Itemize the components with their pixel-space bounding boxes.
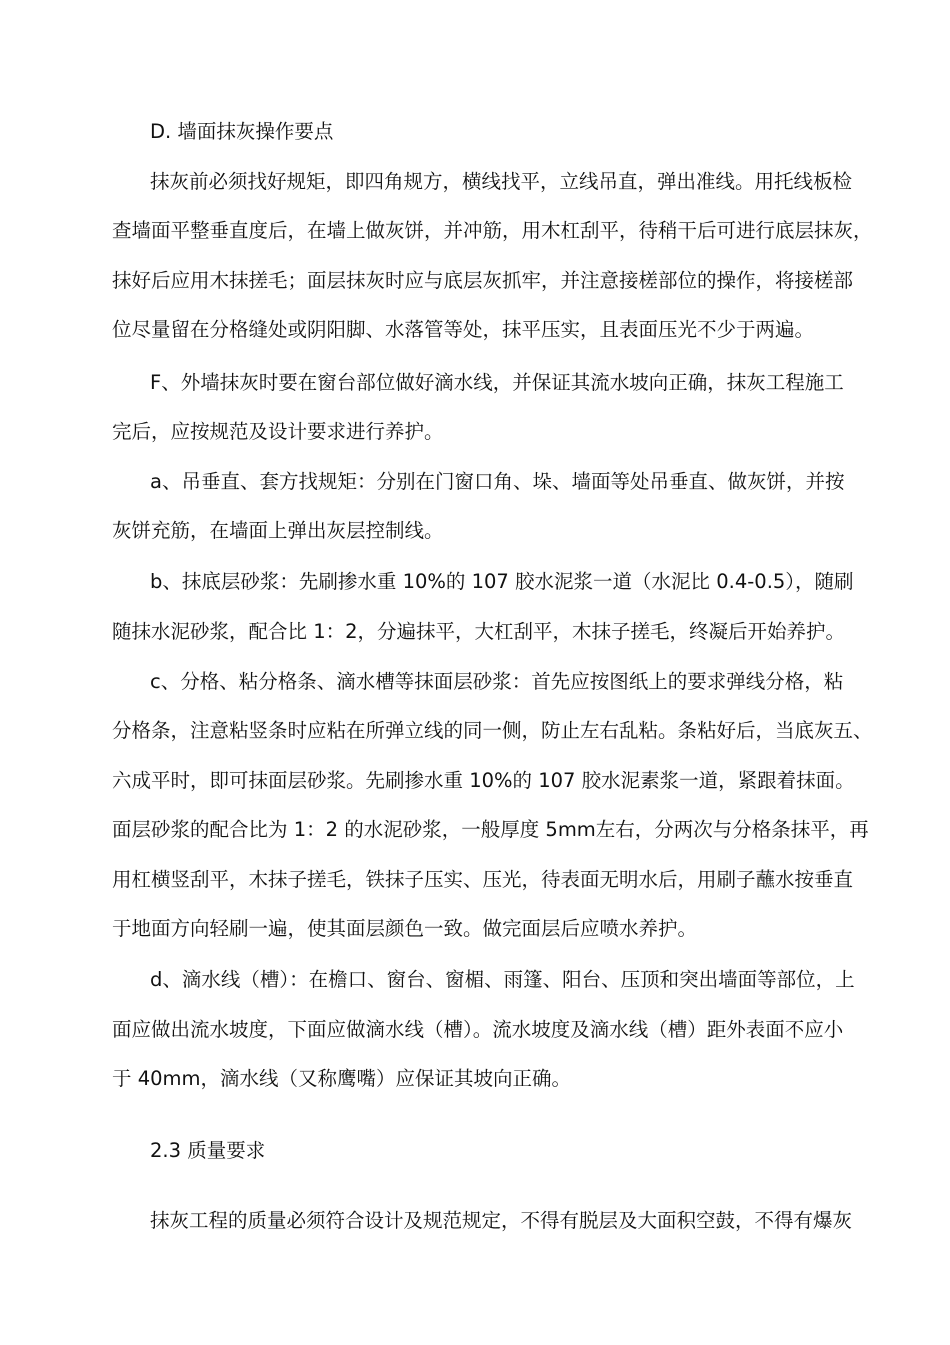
para3-line-2: 灰饼充筋，在墙面上弹出灰层控制线。 bbox=[112, 519, 444, 542]
para4-line-1: b、抹底层砂浆：先刷掺水重 10%的 107 胶水泥浆一道（水泥比 0.4-0.5），随刷 bbox=[150, 570, 854, 593]
para5-line-5: 用杠横竖刮平，木抹子搓毛，铁抹子压实、压光，待表面无明水后，用刷子蘸水按垂直 bbox=[112, 868, 854, 891]
para1-line-3: 抹好后应用木抹搓毛；面层抹灰时应与底层灰抓牢，并注意接槎部位的操作，将接槎部 bbox=[112, 269, 854, 292]
para1-line-2: 查墙面平整垂直度后，在墙上做灰饼，并冲筋，用木杠刮平，待稍干后可进行底层抹灰， bbox=[112, 219, 873, 242]
para5-line-4: 面层砂浆的配合比为 1：2 的水泥砂浆，一般厚度 5mm左右，分两次与分格条抹平，再 bbox=[112, 818, 869, 841]
para1-line-4: 位尽量留在分格缝处或阴阳脚、水落管等处，抹平压实，且表面压光不少于两遍。 bbox=[112, 318, 815, 341]
para2-line-2: 完后，应按规范及设计要求进行养护。 bbox=[112, 420, 444, 443]
para7-line-1: 抹灰工程的质量必须符合设计及规范规定，不得有脱层及大面积空鼓，不得有爆灰 bbox=[150, 1209, 853, 1232]
section-heading-2-3: 2.3 质量要求 bbox=[150, 1139, 266, 1162]
para1-line-1: 抹灰前必须找好规矩，即四角规方，横线找平，立线吊直，弹出准线。用托线板检 bbox=[150, 170, 853, 193]
para4-line-2: 随抹水泥砂浆，配合比 1：2，分遍抹平，大杠刮平，木抹子搓毛，终凝后开始养护。 bbox=[112, 620, 846, 643]
para5-line-6: 于地面方向轻刷一遍，使其面层颜色一致。做完面层后应喷水养护。 bbox=[112, 917, 698, 940]
para6-line-1: d、滴水线（槽）：在檐口、窗台、窗楣、雨篷、阳台、压顶和突出墙面等部位，上 bbox=[150, 968, 855, 991]
para5-line-3: 六成平时，即可抹面层砂浆。先刷掺水重 10%的 107 胶水泥素浆一道，紧跟着抹面。 bbox=[112, 769, 855, 792]
para5-line-2: 分格条，注意粘竖条时应粘在所弹立线的同一侧，防止左右乱粘。条粘好后，当底灰五、 bbox=[112, 719, 873, 742]
para5-line-1: c、分格、粘分格条、滴水槽等抹面层砂浆：首先应按图纸上的要求弹线分格，粘 bbox=[150, 670, 844, 693]
para6-line-3: 于 40mm，滴水线（又称鹰嘴）应保证其坡向正确。 bbox=[112, 1067, 572, 1090]
para2-line-1: F、外墙抹灰时要在窗台部位做好滴水线，并保证其流水坡向正确，抹灰工程施工 bbox=[150, 371, 844, 394]
section-heading-d: D. 墙面抹灰操作要点 bbox=[150, 120, 334, 143]
para6-line-2: 面应做出流水坡度，下面应做滴水线（槽）。流水坡度及滴水线（槽）距外表面不应小 bbox=[112, 1018, 844, 1041]
para3-line-1: a、吊垂直、套方找规矩：分别在门窗口角、垛、墙面等处吊垂直、做灰饼，并按 bbox=[150, 470, 845, 493]
